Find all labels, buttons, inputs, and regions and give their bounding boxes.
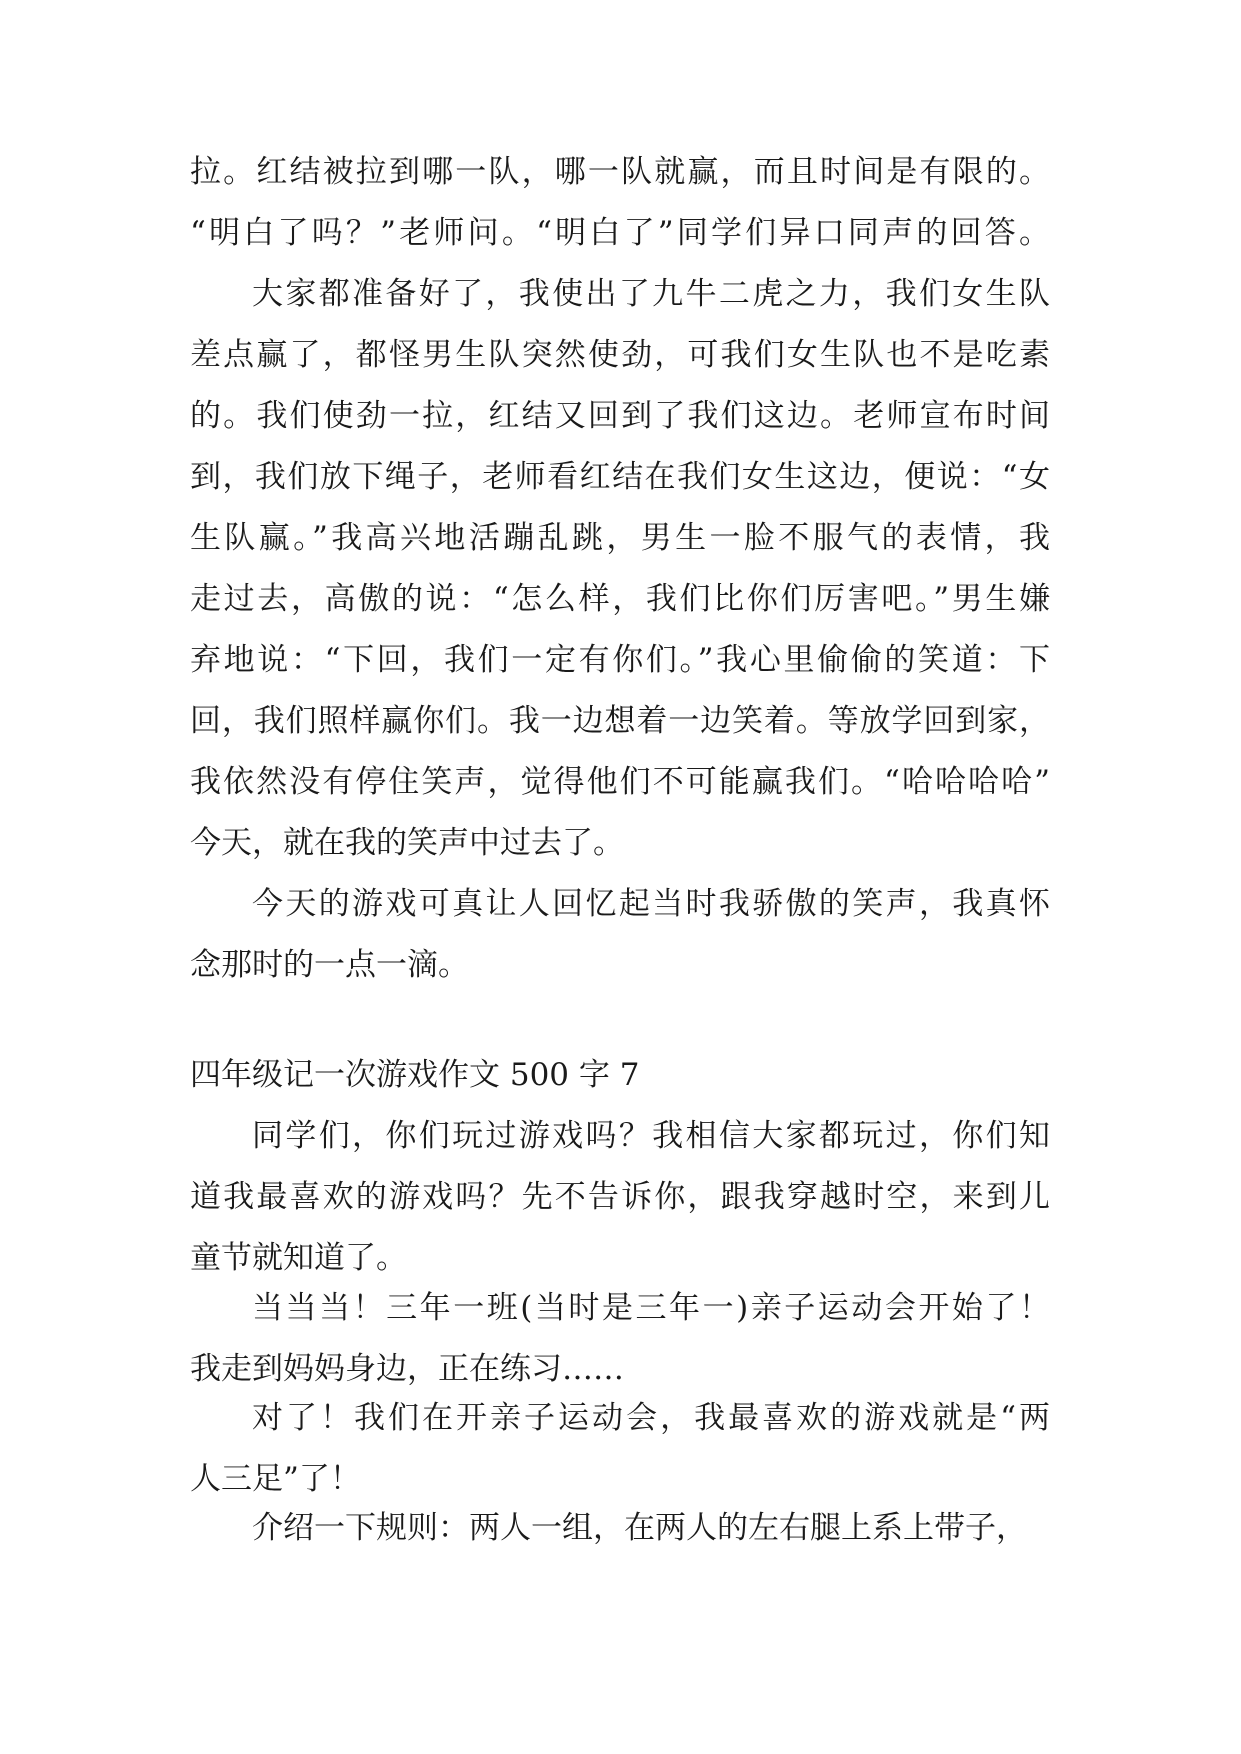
paragraph-conclusion (190, 874, 1050, 996)
essay-title: 四年级记一次游戏作文 500 字 7 (190, 1057, 640, 1093)
paragraph-sports-day (190, 1278, 1050, 1400)
paragraph-rules (190, 1498, 1050, 1559)
paragraph-tug-of-war (190, 264, 1050, 874)
text-line: 介绍一下规则：两人一组，在两人的左右腿上系上带子， (252, 1510, 1027, 1546)
text-line: 弃地说：“下回，我们一定有你们。”我心里偷偷的笑道：下 (190, 642, 1050, 678)
paragraph-continuation (190, 142, 1050, 264)
text-line: 今天的游戏可真让人回忆起当时我骄傲的笑声，我真怀 (252, 886, 1050, 922)
text-line: 回，我们照样赢你们。我一边想着一边笑着。等放学回到家， (190, 703, 1050, 739)
text-line: 到，我们放下绳子，老师看红结在我们女生这边，便说：“女 (190, 459, 1050, 495)
text-line: 同学们，你们玩过游戏吗？我相信大家都玩过，你们知 (252, 1118, 1050, 1154)
text-line: 人三足”了！ (190, 1461, 361, 1497)
text-line: 大家都准备好了，我使出了九牛二虎之力，我们女生队 (252, 276, 1050, 312)
text-line: 我走到妈妈身边，正在练习…… (190, 1351, 624, 1387)
text-line: 我依然没有停住笑声，觉得他们不可能赢我们。“哈哈哈哈” (190, 764, 1050, 800)
text-line: 念那时的一点一滴。 (190, 947, 469, 983)
text-line: 对了！我们在开亲子运动会，我最喜欢的游戏就是“两 (252, 1400, 1050, 1436)
text-line: “明白了吗？”老师问。“明白了”同学们异口同声的回答。 (190, 215, 1050, 251)
text-line: 差点赢了，都怪男生队突然使劲，可我们女生队也不是吃素 (190, 337, 1050, 373)
text-line: 走过去，高傲的说：“怎么样，我们比你们厉害吧。”男生嫌 (190, 581, 1050, 617)
essay-heading (190, 1045, 1050, 1106)
text-line: 的。我们使劲一拉，红结又回到了我们这边。老师宣布时间 (190, 398, 1050, 434)
text-line: 今天，就在我的笑声中过去了。 (190, 825, 624, 861)
text-line: 拉。红结被拉到哪一队，哪一队就赢，而且时间是有限的。 (190, 154, 1050, 190)
text-line: 童节就知道了。 (190, 1240, 407, 1276)
text-line: 道我最喜欢的游戏吗？先不告诉你，跟我穿越时空，来到儿 (190, 1179, 1050, 1215)
text-line: 当当当！三年一班(当时是三年一)亲子运动会开始了！ (252, 1290, 1050, 1326)
text-line: 生队赢。”我高兴地活蹦乱跳，男生一脸不服气的表情，我 (190, 520, 1050, 556)
paragraph-intro (190, 1106, 1050, 1289)
paragraph-favorite-game (190, 1388, 1050, 1510)
